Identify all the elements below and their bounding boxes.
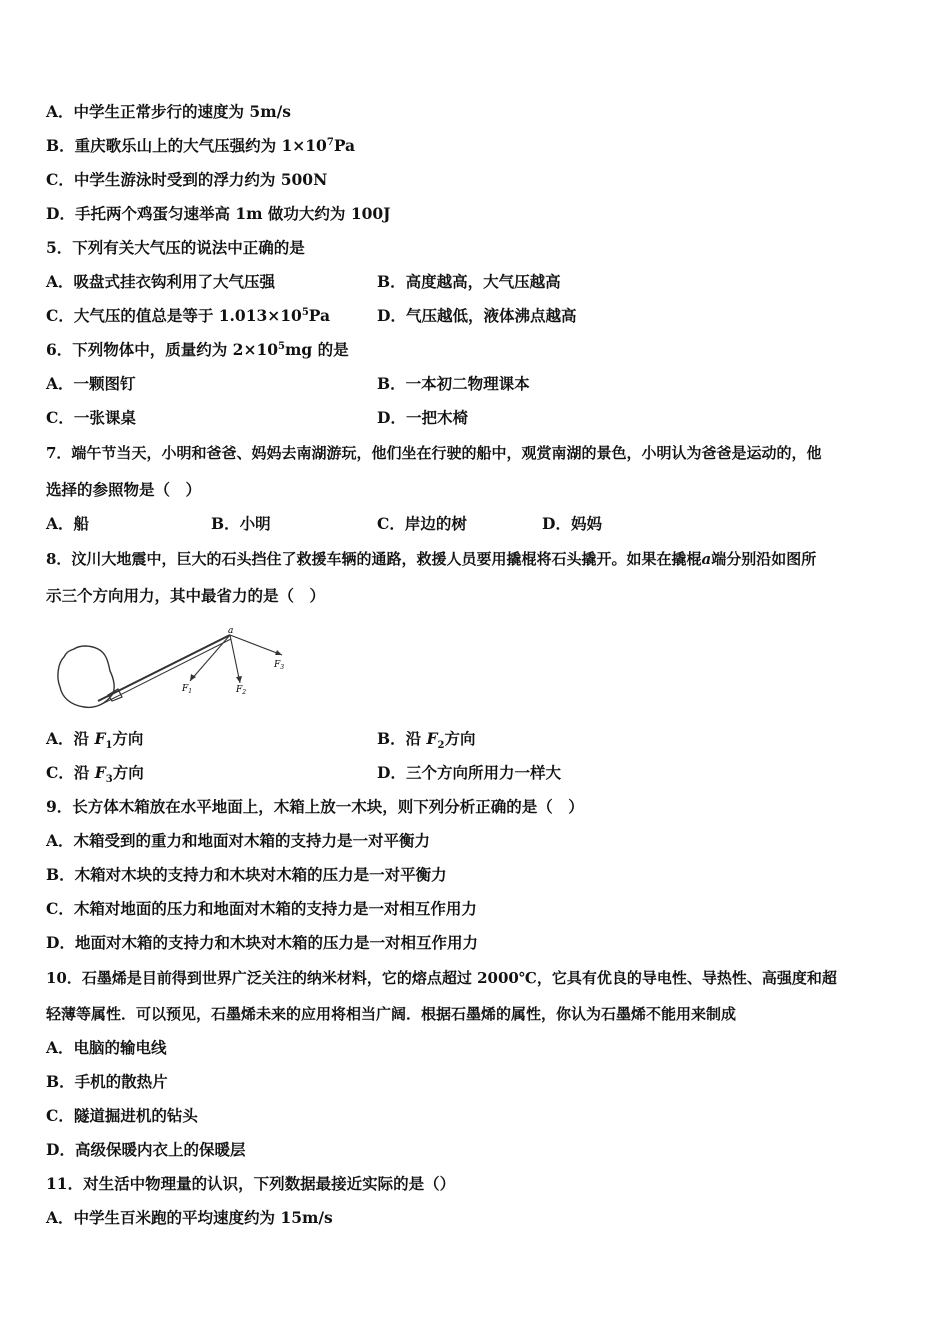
- q9-option-d: D．地面对木箱的支持力和木块对木箱的压力是一对相互作用力: [46, 933, 478, 952]
- q4-option-a: A．中学生正常步行的速度为 5m/s: [46, 102, 291, 121]
- crowbar-figure: [50, 625, 290, 715]
- q4-option-b: B．重庆歌乐山上的大气压强约为 $1\times 10^7Pa$: [46, 136, 356, 155]
- q6-option-d: D．一把木椅: [377, 408, 468, 427]
- q4-option-d: D．手托两个鸡蛋匀速举高 1m 做功大约为 100J: [46, 204, 391, 223]
- q9-option-a: A．木箱受到的重力和地面对木箱的支持力是一对平衡力: [46, 831, 431, 850]
- q5-option-a: A．吸盘式挂衣钩利用了大气压强: [46, 272, 276, 291]
- f2-label: $F_2$: [236, 685, 247, 696]
- q5-option-b: B．高度越高，大气压越高: [377, 272, 561, 291]
- q11-option-a: A．中学生百米跑的平均速度约为 15m/s: [46, 1208, 333, 1227]
- q4-option-c: C．中学生游泳时受到的浮力约为 500N: [46, 170, 328, 189]
- q9-option-c: C．木箱对地面的压力和地面对木箱的支持力是一对相互作用力: [46, 899, 477, 918]
- q7-option-a: A．船: [46, 514, 90, 533]
- crowbar-inner: [100, 639, 231, 705]
- q10-option-d: D．高级保暖内衣上的保暖层: [46, 1140, 246, 1159]
- force-f1-arrow: [190, 635, 230, 681]
- q8-option-a: A．沿 $F_1$方向: [46, 729, 144, 752]
- f1-label: $F_1$: [182, 684, 193, 695]
- point-a-label: a: [228, 626, 234, 636]
- q6-option-b: B．一本初二物理课本: [377, 374, 530, 393]
- q7-stem-line2: 选择的参照物是（ ）: [46, 480, 202, 499]
- q10-option-b: B．手机的散热片: [46, 1072, 168, 1091]
- q8-stem-line1: 8．汶川大地震中，巨大的石头挡住了救援车辆的通路，救援人员要用撬棍将石头撬开。如果在撬棍a端分别沿如图所: [46, 550, 817, 568]
- q6-option-c: C．一张课桌: [46, 408, 136, 427]
- q5-option-c: C．大气压的值总是等于 $1.013\times 10^5Pa$: [46, 306, 331, 325]
- q11-stem: 11．对生活中物理量的认识，下列数据最接近实际的是（）: [46, 1174, 456, 1193]
- q8-option-c: C．沿 $F_3$方向: [46, 763, 144, 786]
- f3-label: $F_3$: [274, 660, 285, 671]
- q10-stem-line2: 轻薄等属性．可以预见，石墨烯未来的应用将相当广阔．根据石墨烯的属性，你认为石墨烯不能用来制成: [46, 1005, 737, 1023]
- q5-stem: 5．下列有关大气压的说法中正确的是: [46, 238, 305, 257]
- q7-stem-line1: 7．端午节当天，小明和爸爸、妈妈去南湖游玩，他们坐在行驶的船中，观赏南湖的景色，小明认为爸爸是运动的，他: [46, 444, 822, 462]
- q10-option-a: A．电脑的输电线: [46, 1038, 167, 1057]
- q8-option-b: B．沿 $F_2$方向: [377, 729, 476, 752]
- q8-stem-line2: 示三个方向用力，其中最省力的是（ ）: [46, 586, 326, 605]
- q7-option-b: B．小明: [211, 514, 271, 533]
- crowbar: [98, 635, 230, 701]
- q8-option-d: D．三个方向所用力一样大: [377, 763, 561, 782]
- force-f3-arrowhead: [275, 650, 282, 655]
- q9-option-b: B．木箱对木块的支持力和木块对木箱的压力是一对平衡力: [46, 865, 447, 884]
- q9-stem: 9．长方体木箱放在水平地面上，木箱上放一木块，则下列分析正确的是（ ）: [46, 797, 584, 816]
- force-f2-arrow: [230, 635, 240, 683]
- force-f3-arrow: [230, 635, 282, 655]
- q6-option-a: A．一颗图钉: [46, 374, 136, 393]
- q10-option-c: C．隧道掘进机的钻头: [46, 1106, 198, 1125]
- q7-option-c: C．岸边的树: [377, 514, 467, 533]
- q7-option-d: D．妈妈: [542, 514, 602, 533]
- q6-stem: 6．下列物体中，质量约为 $2\times 10^5mg$ 的是: [46, 340, 349, 359]
- q10-stem-line1: 10．石墨烯是目前得到世界广泛关注的纳米材料，它的熔点超过 2000℃，它具有优良的导电性、导热性、高强度和超: [46, 969, 837, 987]
- force-f2-arrowhead: [236, 676, 242, 683]
- q5-option-d: D．气压越低，液体沸点越高: [377, 306, 577, 325]
